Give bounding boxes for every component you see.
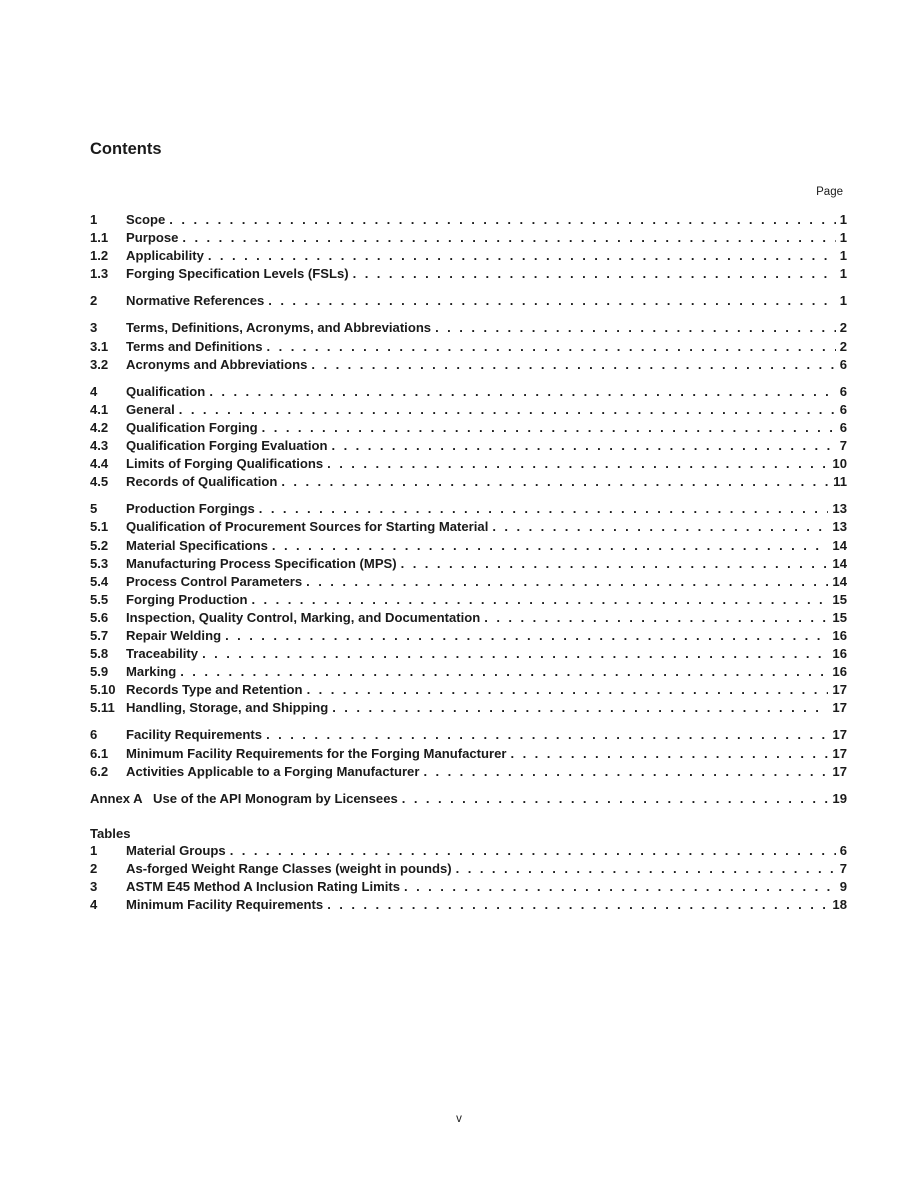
toc-entry-title: Terms, Definitions, Acronyms, and Abbreviations: [126, 320, 432, 336]
dot-leader: [209, 384, 835, 399]
dot-leader: [484, 610, 828, 625]
toc-entry-page: 6: [839, 383, 847, 399]
toc-entry[interactable]: [90, 843, 847, 861]
toc-entry-title: Qualification of Procurement Sources for Starting Material: [126, 519, 489, 535]
toc-entry[interactable]: [90, 682, 847, 700]
toc-entry-title: Marking: [126, 664, 177, 680]
dot-leader: [353, 266, 836, 281]
toc-entry-title: Records of Qualification: [126, 474, 278, 490]
toc-entry-title: Production Forgings: [126, 501, 255, 517]
toc-entry-number: 4.2: [90, 419, 109, 435]
dot-leader: [511, 746, 829, 761]
toc-entry-page: 19: [832, 790, 847, 806]
toc-entry[interactable]: [90, 384, 847, 402]
toc-entry-number: 1.3: [90, 266, 109, 282]
toc-section-group: [90, 384, 847, 493]
toc-entry-number: 5.3: [90, 555, 109, 571]
toc-entry-number: 5.2: [90, 537, 109, 553]
toc-entry[interactable]: [90, 293, 847, 311]
toc-entry[interactable]: [90, 764, 847, 782]
toc-entry[interactable]: [90, 438, 847, 456]
toc-entry-title: Handling, Storage, and Shipping: [126, 700, 329, 716]
toc-entry-page: 9: [839, 879, 847, 895]
dot-leader: [266, 727, 828, 742]
dot-leader: [169, 212, 835, 227]
toc-entry[interactable]: [90, 420, 847, 438]
toc-section-group: [90, 727, 847, 781]
dot-leader: [327, 897, 828, 912]
toc-entry-number: 5.10: [90, 682, 116, 698]
toc-entry-number: 5: [90, 501, 98, 517]
toc-entry-page: 18: [832, 897, 847, 913]
toc-entry-number: 6.2: [90, 763, 109, 779]
toc-entry-page: 1: [839, 293, 847, 309]
toc-entry[interactable]: [90, 592, 847, 610]
toc-entry-page: 14: [832, 555, 847, 571]
toc-entry-page: 16: [832, 646, 847, 662]
page-title: Contents: [90, 140, 162, 158]
dot-leader: [267, 339, 836, 354]
toc-entry-page: 7: [839, 861, 847, 876]
toc-entry-title: Material Specifications: [126, 537, 268, 553]
toc-entry-number: 3.1: [90, 338, 109, 354]
toc-entry-number: 4: [90, 897, 98, 913]
toc-entry-number: 3: [90, 320, 98, 336]
toc-entry-title: Records Type and Retention: [126, 682, 303, 698]
toc-entry-page: 17: [832, 682, 847, 698]
toc-entry-page: 2: [839, 338, 847, 354]
toc-entry-number: 5.9: [90, 664, 109, 680]
toc-entry[interactable]: [90, 646, 847, 664]
toc-entry-title: ASTM E45 Method A Inclusion Rating Limits: [126, 879, 401, 895]
toc-entry-page: 13: [832, 519, 847, 535]
dot-leader: [281, 474, 829, 489]
toc-entry-number: 6: [90, 727, 98, 743]
toc-entry-number: 1: [90, 842, 98, 858]
toc-entry[interactable]: [90, 861, 847, 879]
table-of-contents: [90, 212, 847, 915]
toc-entry-page: 6: [839, 842, 847, 858]
toc-entry-title: Terms and Definitions: [126, 338, 263, 354]
toc-entry-page: 6: [839, 356, 847, 372]
toc-entry[interactable]: [90, 266, 847, 284]
toc-entry-title: Limits of Forging Qualifications: [126, 456, 324, 472]
dot-leader: [180, 664, 828, 679]
dot-leader: [230, 843, 836, 858]
toc-entry-number: 3.2: [90, 356, 109, 372]
toc-entry-number: 5.6: [90, 609, 109, 625]
dot-leader: [332, 438, 836, 453]
toc-entry-page: 1: [839, 212, 847, 227]
toc-entry-number: 3: [90, 879, 98, 895]
toc-entry-title: Traceability: [126, 646, 199, 662]
toc-entry[interactable]: [90, 519, 847, 537]
toc-entry-page: 16: [832, 627, 847, 643]
toc-entry-number: 2: [90, 861, 98, 876]
dot-leader: [327, 456, 828, 471]
toc-entry-title: Activities Applicable to a Forging Manufacturer: [126, 763, 420, 779]
toc-entry-title: Facility Requirements: [126, 727, 263, 743]
toc-entry[interactable]: [90, 628, 847, 646]
toc-entry-page: 6: [839, 419, 847, 435]
toc-entry-page: 14: [832, 537, 847, 553]
toc-entry-number: 4.4: [90, 456, 109, 472]
toc-entry-number: 2: [90, 293, 98, 309]
toc-entry-title: Qualification Forging Evaluation: [126, 438, 328, 454]
toc-entry-title: Repair Welding: [126, 627, 222, 643]
toc-entry-title: As-forged Weight Range Classes (weight in pounds): [126, 861, 452, 876]
page-column-label: Page: [816, 186, 843, 198]
toc-entry-title: Scope: [126, 212, 166, 227]
toc-entry-page: 17: [832, 745, 847, 761]
toc-entry-page: 1: [839, 230, 847, 246]
toc-entry-title: Qualification: [126, 383, 206, 399]
toc-entry-title: Purpose: [126, 230, 179, 246]
toc-entry-page: 13: [832, 501, 847, 517]
dot-leader: [225, 628, 828, 643]
toc-entry-page: 1: [839, 266, 847, 282]
toc-entry[interactable]: [90, 727, 847, 745]
toc-section-group: [90, 212, 847, 284]
toc-entry-number: 4.1: [90, 401, 109, 417]
toc-entry[interactable]: [90, 402, 847, 420]
toc-entry-number: 5.8: [90, 646, 109, 662]
toc-entry[interactable]: [90, 339, 847, 357]
toc-entry-page: 7: [839, 438, 847, 454]
toc-entry-number: 5.4: [90, 573, 109, 589]
page-number: v: [456, 1113, 462, 1125]
dot-leader: [208, 248, 836, 263]
toc-entry-title: Minimum Facility Requirements: [126, 897, 324, 913]
toc-entry[interactable]: [90, 664, 847, 682]
toc-entry-page: 15: [832, 591, 847, 607]
toc-entry-number: 1: [90, 212, 98, 227]
toc-entry-page: 2: [839, 320, 847, 336]
toc-entry[interactable]: [90, 456, 847, 474]
tables-heading: Tables: [90, 825, 131, 841]
toc-entry[interactable]: [90, 791, 847, 809]
toc-entry-title: Process Control Parameters: [126, 573, 303, 589]
dot-leader: [307, 682, 829, 697]
dot-leader: [404, 879, 836, 894]
toc-entry[interactable]: [90, 538, 847, 556]
toc-entry-number: 1.2: [90, 248, 109, 264]
toc-entry-page: 14: [832, 573, 847, 589]
toc-section-group: [90, 320, 847, 374]
toc-section-group: [90, 293, 847, 311]
toc-entry-page: 17: [832, 763, 847, 779]
dot-leader: [268, 293, 835, 308]
toc-entry-number: 4.5: [90, 474, 109, 490]
toc-entry[interactable]: [90, 879, 847, 897]
toc-entry-number: 5.7: [90, 627, 109, 643]
toc-entry[interactable]: [90, 474, 847, 492]
dot-leader: [402, 791, 829, 806]
dot-leader: [423, 764, 828, 779]
dot-leader: [435, 320, 836, 335]
toc-entry-number: 1.1: [90, 230, 109, 246]
toc-entry[interactable]: [90, 248, 847, 266]
toc-entry[interactable]: [90, 230, 847, 248]
toc-entry-number: 5.1: [90, 519, 109, 535]
toc-entry-title: Applicability: [126, 248, 204, 264]
toc-entry-page: 15: [832, 609, 847, 625]
toc-entry-page: 17: [832, 700, 847, 716]
toc-entry-page: 17: [832, 727, 847, 743]
toc-entry[interactable]: [90, 556, 847, 574]
toc-entry-title: Forging Specification Levels (FSLs): [126, 266, 349, 282]
toc-entry[interactable]: [90, 700, 847, 718]
toc-entry-title: Forging Production: [126, 591, 248, 607]
toc-entry[interactable]: [90, 501, 847, 519]
toc-entry-title: Manufacturing Process Specification (MPS): [126, 555, 397, 571]
toc-entry-title: Material Groups: [126, 842, 226, 858]
toc-entry-title: Annex A Use of the API Monogram by Licensees: [90, 790, 398, 806]
toc-entry-title: Qualification Forging: [126, 419, 258, 435]
toc-entry-number: 5.11: [90, 700, 115, 716]
toc-entry[interactable]: [90, 574, 847, 592]
toc-entry-title: Inspection, Quality Control, Marking, and Documentation: [126, 609, 481, 625]
dot-leader: [262, 420, 836, 435]
dot-leader: [182, 230, 835, 245]
dot-leader: [259, 501, 829, 516]
toc-entry-number: 6.1: [90, 745, 109, 761]
toc-entry-title: Acronyms and Abbreviations: [126, 356, 308, 372]
toc-entry-title: Normative References: [126, 293, 265, 309]
toc-section-group: [90, 791, 847, 809]
toc-entry-title: Minimum Facility Requirements for the Forging Manufacturer: [126, 745, 507, 761]
toc-entry-page: 11: [833, 474, 847, 490]
toc-entry-title: General: [126, 401, 175, 417]
dot-leader: [401, 556, 829, 571]
toc-entry-number: 4.3: [90, 438, 109, 454]
toc-entry-number: 5.5: [90, 591, 109, 607]
toc-section-group: [90, 501, 847, 718]
dot-leader: [311, 357, 835, 372]
dot-leader: [251, 592, 828, 607]
toc-entry[interactable]: [90, 746, 847, 764]
toc-entry[interactable]: [90, 212, 847, 230]
toc-entry[interactable]: [90, 610, 847, 628]
toc-entry-page: 10: [832, 456, 847, 472]
dot-leader: [492, 519, 828, 534]
dot-leader: [202, 646, 828, 661]
dot-leader: [272, 538, 829, 553]
toc-entry[interactable]: [90, 320, 847, 338]
toc-entry-page: 1: [839, 248, 847, 264]
dot-leader: [179, 402, 836, 417]
dot-leader: [306, 574, 828, 589]
dot-leader: [332, 700, 828, 715]
toc-entry[interactable]: [90, 357, 847, 375]
toc-entry-page: 6: [839, 401, 847, 417]
toc-entry-page: 16: [832, 664, 847, 680]
tables-list: [90, 825, 847, 915]
dot-leader: [456, 861, 836, 876]
toc-entry[interactable]: [90, 897, 847, 915]
toc-entry-number: 4: [90, 383, 98, 399]
